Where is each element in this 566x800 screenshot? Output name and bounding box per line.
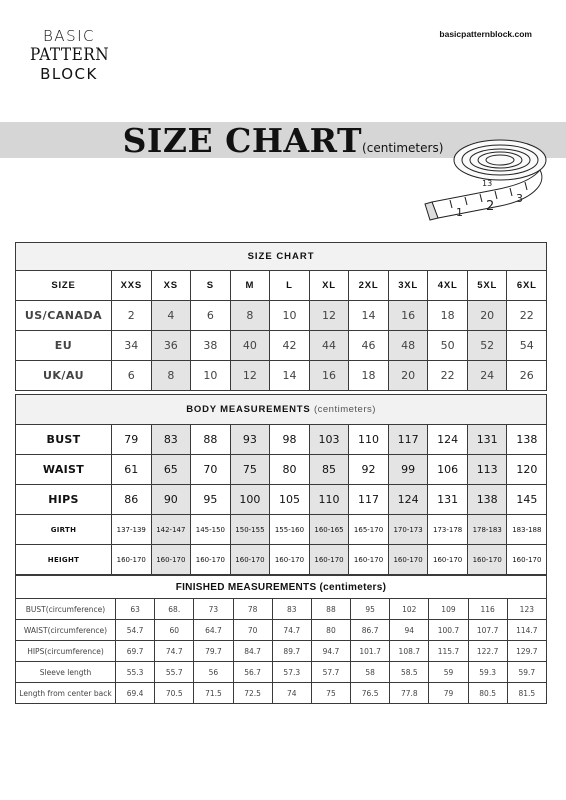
row-label-hips-circumference: HIPS(circumference): [16, 641, 116, 662]
table-cell: 100.7: [429, 620, 468, 641]
finished-measurements-table: [15, 575, 547, 704]
row-label-girth: GIRTH: [16, 515, 112, 545]
table-cell: 160-170: [309, 545, 349, 575]
table-cell: 108.7: [390, 641, 429, 662]
table-cell: 106: [428, 455, 468, 485]
table-cell: 100: [230, 485, 270, 515]
table-cell: 131: [428, 485, 468, 515]
table-cell: 57.7: [311, 662, 350, 683]
table-cell: 59: [429, 662, 468, 683]
table-cell: 26: [507, 361, 547, 391]
table-cell: 89.7: [272, 641, 311, 662]
table-row: [16, 620, 547, 641]
size-header-2xl: 2XL: [349, 271, 389, 301]
table-cell: 124: [428, 425, 468, 455]
table-cell: 79: [112, 425, 152, 455]
body-measurements-heading: [16, 395, 547, 425]
table-cell: 92: [349, 455, 389, 485]
table-cell: 173-178: [428, 515, 468, 545]
table-cell: 12: [309, 301, 349, 331]
table-cell: 160-170: [349, 545, 389, 575]
row-label-waist-circumference: WAIST(circumference): [16, 620, 116, 641]
table-cell: 170-173: [388, 515, 428, 545]
table-row: [16, 425, 547, 455]
table-cell: 40: [230, 331, 270, 361]
table-cell: 14: [349, 301, 389, 331]
table-cell: 59.3: [468, 662, 507, 683]
table-cell: 69.4: [116, 683, 155, 704]
size-header-4xl: 4XL: [428, 271, 468, 301]
tape-number-3: 3: [516, 192, 523, 205]
table-cell: 74: [272, 683, 311, 704]
table-cell: 74.7: [272, 620, 311, 641]
table-cell: 74.7: [155, 641, 194, 662]
table-cell: 80.5: [468, 683, 507, 704]
table-cell: 16: [388, 301, 428, 331]
size-label: SIZE: [16, 271, 112, 301]
table-cell: 56: [194, 662, 233, 683]
table-cell: 94.7: [311, 641, 350, 662]
table-cell: 160-170: [191, 545, 231, 575]
table-cell: 131: [467, 425, 507, 455]
table-row: [16, 515, 547, 545]
table-cell: 56.7: [233, 662, 272, 683]
table-row: [16, 361, 547, 391]
table-cell: 16: [309, 361, 349, 391]
table-cell: 137-139: [112, 515, 152, 545]
table-cell: 178-183: [467, 515, 507, 545]
finished-measurements-unit: (centimeters): [319, 581, 387, 593]
table-row: [16, 599, 547, 620]
size-header-3xl: 3XL: [388, 271, 428, 301]
table-cell: 61: [112, 455, 152, 485]
table-cell: 160-170: [230, 545, 270, 575]
tape-number-2: 2: [486, 199, 495, 214]
row-label-bust: BUST: [16, 425, 112, 455]
brand-line-1: BASIC: [42, 27, 95, 45]
table-cell: 65: [151, 455, 191, 485]
table-cell: 103: [309, 425, 349, 455]
table-cell: 54: [507, 331, 547, 361]
table-cell: 113: [467, 455, 507, 485]
size-header-xl: XL: [309, 271, 349, 301]
table-cell: 160-170: [388, 545, 428, 575]
row-label-waist: WAIST: [16, 455, 112, 485]
table-cell: 73: [194, 599, 233, 620]
table-cell: 6: [191, 301, 231, 331]
table-cell: 71.5: [194, 683, 233, 704]
table-cell: 160-170: [467, 545, 507, 575]
tape-measure-icon: [420, 130, 560, 230]
size-header-s: S: [191, 271, 231, 301]
table-cell: 84.7: [233, 641, 272, 662]
table-cell: 93: [230, 425, 270, 455]
row-label-length-from-center-back: Length from center back: [16, 683, 116, 704]
table-cell: 94: [390, 620, 429, 641]
website-link[interactable]: basicpatternblock.com: [439, 29, 532, 39]
body-measurements-table: [15, 394, 547, 575]
table-cell: 46: [349, 331, 389, 361]
size-header-6xl: 6XL: [507, 271, 547, 301]
row-label-height: HEIGHT: [16, 545, 112, 575]
table-row: [16, 331, 547, 361]
table-cell: 95: [351, 599, 390, 620]
table-cell: 183-188: [507, 515, 547, 545]
table-cell: 160-170: [151, 545, 191, 575]
table-cell: 12: [230, 361, 270, 391]
table-cell: 36: [151, 331, 191, 361]
table-cell: 55.7: [155, 662, 194, 683]
table-cell: 52: [467, 331, 507, 361]
table-cell: 70: [191, 455, 231, 485]
table-cell: 75: [230, 455, 270, 485]
table-cell: 102: [390, 599, 429, 620]
table-cell: 78: [233, 599, 272, 620]
table-cell: 70: [233, 620, 272, 641]
table-cell: 14: [270, 361, 310, 391]
table-row: [16, 301, 547, 331]
table-cell: 109: [429, 599, 468, 620]
table-cell: 22: [507, 301, 547, 331]
table-cell: 70.5: [155, 683, 194, 704]
table-cell: 44: [309, 331, 349, 361]
row-label-eu: EU: [16, 331, 112, 361]
table-cell: 83: [151, 425, 191, 455]
table-cell: 58.5: [390, 662, 429, 683]
table-cell: 120: [507, 455, 547, 485]
table-cell: 88: [191, 425, 231, 455]
table-cell: 50: [428, 331, 468, 361]
table-cell: 6: [112, 361, 152, 391]
table-cell: 34: [112, 331, 152, 361]
table-cell: 80: [270, 455, 310, 485]
size-header-row: [16, 271, 547, 301]
table-cell: 69.7: [116, 641, 155, 662]
table-cell: 150-155: [230, 515, 270, 545]
table-cell: 85: [309, 455, 349, 485]
size-chart-table: [15, 242, 547, 391]
brand-logo: [30, 28, 108, 82]
table-cell: 55.3: [116, 662, 155, 683]
table-row: [16, 545, 547, 575]
table-cell: 160-170: [428, 545, 468, 575]
table-cell: 145-150: [191, 515, 231, 545]
table-cell: 81.5: [507, 683, 546, 704]
table-cell: 60: [155, 620, 194, 641]
table-cell: 58: [351, 662, 390, 683]
row-label-sleeve-length: Sleeve length: [16, 662, 116, 683]
table-cell: 38: [191, 331, 231, 361]
table-cell: 54.7: [116, 620, 155, 641]
size-header-xxs: XXS: [112, 271, 152, 301]
row-label-uk-au: UK/AU: [16, 361, 112, 391]
table-cell: 98: [270, 425, 310, 455]
table-cell: 59.7: [507, 662, 546, 683]
table-cell: 138: [467, 485, 507, 515]
table-cell: 105: [270, 485, 310, 515]
table-cell: 10: [191, 361, 231, 391]
table-cell: 129.7: [507, 641, 546, 662]
table-cell: 86: [112, 485, 152, 515]
table-cell: 155-160: [270, 515, 310, 545]
table-cell: 77.8: [390, 683, 429, 704]
table-cell: 86.7: [351, 620, 390, 641]
size-header-m: M: [230, 271, 270, 301]
table-cell: 80: [311, 620, 350, 641]
size-chart-heading: SIZE CHART: [16, 243, 547, 271]
table-cell: 95: [191, 485, 231, 515]
table-cell: 2: [112, 301, 152, 331]
table-cell: 42: [270, 331, 310, 361]
row-label-bust-circumference: BUST(circumference): [16, 599, 116, 620]
table-cell: 76.5: [351, 683, 390, 704]
table-cell: 72.5: [233, 683, 272, 704]
table-cell: 114.7: [507, 620, 546, 641]
table-cell: 138: [507, 425, 547, 455]
table-cell: 79: [429, 683, 468, 704]
table-cell: 48: [388, 331, 428, 361]
table-cell: 20: [467, 301, 507, 331]
table-cell: 83: [272, 599, 311, 620]
table-cell: 18: [428, 301, 468, 331]
table-cell: 107.7: [468, 620, 507, 641]
table-cell: 160-170: [112, 545, 152, 575]
table-row: [16, 455, 547, 485]
table-cell: 18: [349, 361, 389, 391]
size-header-5xl: 5XL: [467, 271, 507, 301]
table-cell: 4: [151, 301, 191, 331]
table-cell: 116: [468, 599, 507, 620]
table-cell: 79.7: [194, 641, 233, 662]
row-label-hips: HIPS: [16, 485, 112, 515]
table-cell: 101.7: [351, 641, 390, 662]
body-measurements-unit: (centimeters): [313, 404, 376, 415]
table-cell: 115.7: [429, 641, 468, 662]
table-cell: 68.: [155, 599, 194, 620]
table-cell: 8: [151, 361, 191, 391]
row-label-us-canada: US/CANADA: [16, 301, 112, 331]
table-cell: 75: [311, 683, 350, 704]
table-cell: 22: [428, 361, 468, 391]
brand-line-2: PATTERN: [30, 45, 110, 65]
table-cell: 160-170: [270, 545, 310, 575]
table-cell: 64.7: [194, 620, 233, 641]
table-cell: 160-170: [507, 545, 547, 575]
tape-number-13: 13: [482, 179, 493, 188]
table-cell: 145: [507, 485, 547, 515]
table-cell: 63: [116, 599, 155, 620]
table-cell: 122.7: [468, 641, 507, 662]
table-row: [16, 485, 547, 515]
table-row: [16, 683, 547, 704]
table-cell: 165-170: [349, 515, 389, 545]
table-cell: 110: [309, 485, 349, 515]
table-cell: 99: [388, 455, 428, 485]
table-cell: 20: [388, 361, 428, 391]
table-cell: 88: [311, 599, 350, 620]
table-cell: 10: [270, 301, 310, 331]
finished-measurements-title: FINISHED MEASUREMENTS: [175, 581, 317, 593]
size-header-l: L: [270, 271, 310, 301]
brand-line-3: BLOCK: [40, 65, 98, 83]
table-cell: 90: [151, 485, 191, 515]
table-row: [16, 641, 547, 662]
table-cell: 24: [467, 361, 507, 391]
finished-measurements-heading: [16, 576, 547, 599]
table-cell: 123: [507, 599, 546, 620]
body-measurements-title: BODY MEASUREMENTS: [186, 404, 311, 415]
table-cell: 117: [349, 485, 389, 515]
table-cell: 8: [230, 301, 270, 331]
table-cell: 124: [388, 485, 428, 515]
table-cell: 110: [349, 425, 389, 455]
size-header-xs: XS: [151, 271, 191, 301]
page-title-unit: (centimeters): [362, 141, 444, 155]
table-cell: 57.3: [272, 662, 311, 683]
tape-number-1: 1: [456, 206, 463, 219]
table-cell: 117: [388, 425, 428, 455]
page-title-main: SIZE CHART: [122, 121, 363, 160]
table-cell: 142-147: [151, 515, 191, 545]
table-cell: 160-165: [309, 515, 349, 545]
table-row: [16, 662, 547, 683]
